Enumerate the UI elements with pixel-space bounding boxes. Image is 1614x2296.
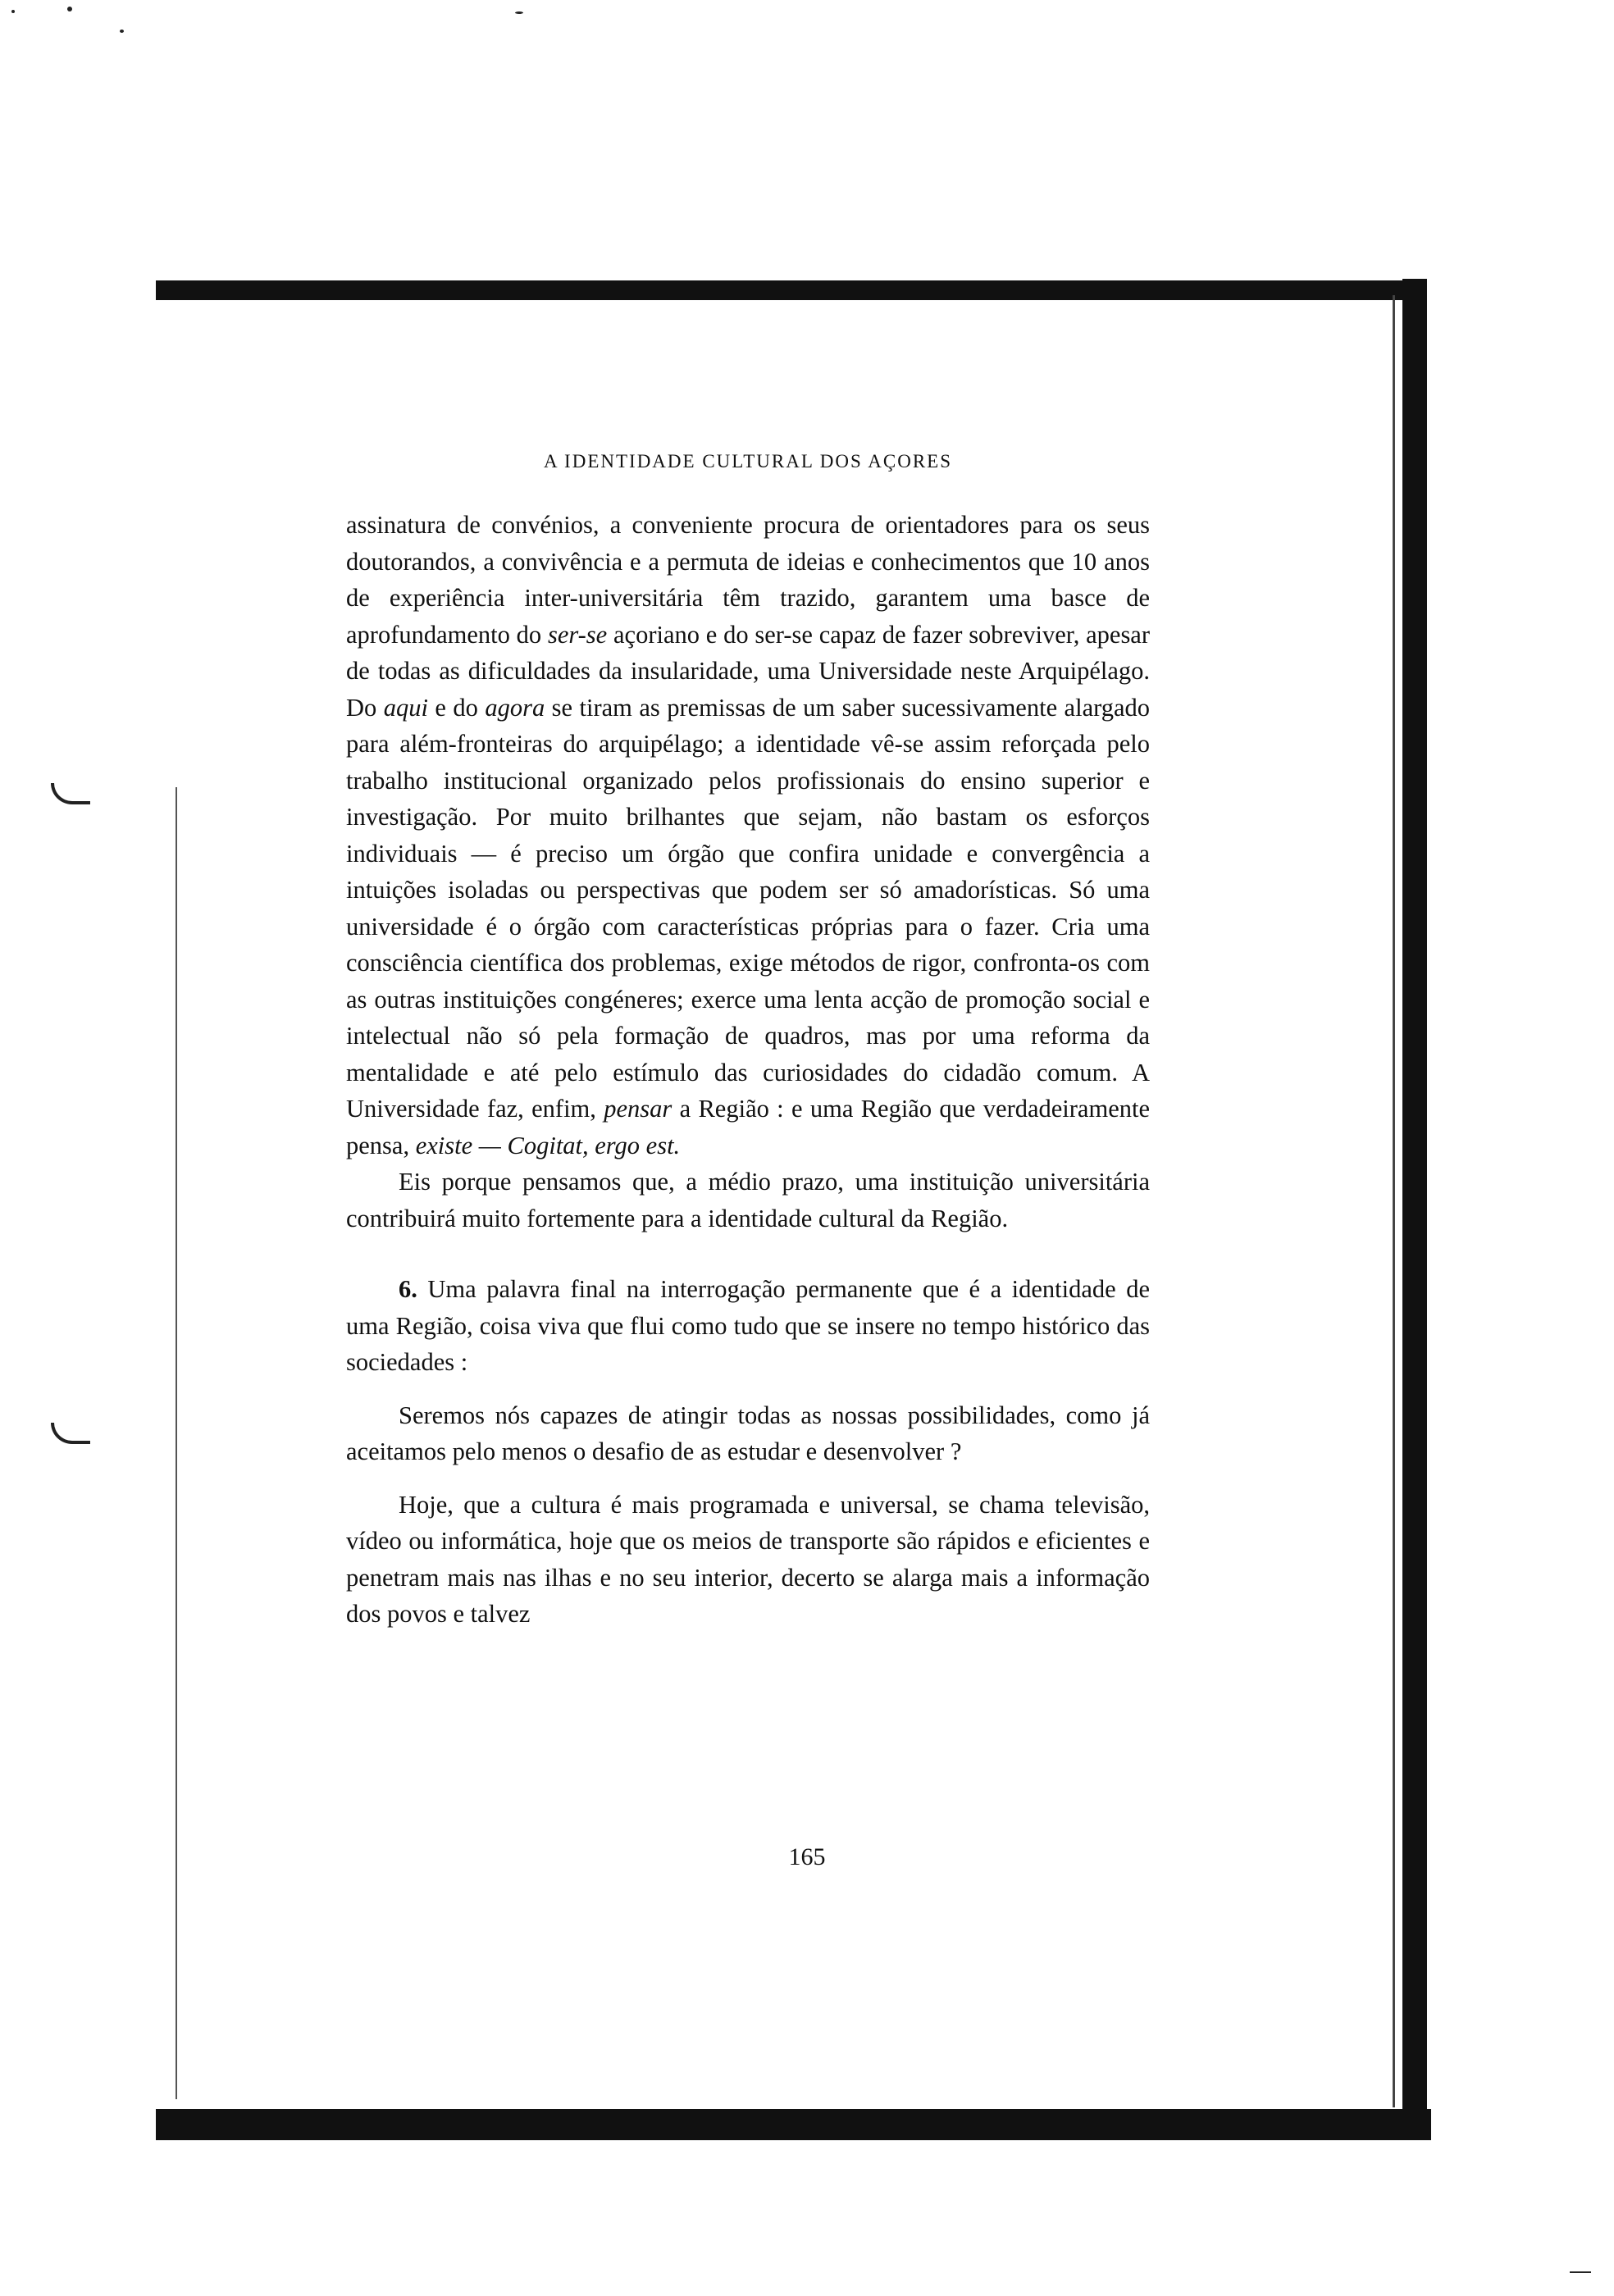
scan-speck [67,7,72,11]
text-run: a Região : e uma Região que verdadeiramente pensa, [346,1095,1150,1159]
italic-term: ser-se [547,620,608,649]
scan-speck [11,10,15,13]
paragraph [346,507,1150,1164]
section-number: 6. [399,1275,417,1303]
margin-mark [51,783,90,804]
book-page [346,451,1150,1633]
scan-speck [1570,2271,1591,2273]
paragraph: Eis porque pensamos que, a médio prazo, uma instituição universitária contribuirá muito fortemente para a identidade cultural da Região. [346,1168,1150,1232]
paragraph: Hoje, que a cultura é mais programada e universal, se chama televisão, vídeo ou informática, hoje que os meios de transporte são rápidos e eficientes e penetram mais nas ilhas e no seu interior, decerto se alarga mais a informação dos povos e talvez [346,1490,1150,1628]
text-run: e do [427,693,486,722]
italic-term: aqui [383,693,428,722]
italic-term: agora [485,693,545,722]
scan-edge-line [1393,295,1395,2107]
text-run: açoriano e do ser-se capaz de fazer sobreviver, apesar de todas as dificuldades da insularidade, uma Universidade neste Arquipélago. Do [346,620,1151,722]
scan-speck [515,11,523,14]
text-run: se tiram as premissas de um saber sucessivamente alargado para além-fronteiras do arquipélago; a identidade vê-se assim reforçada pelo trabalho institucional organizado pelos profissionais do ensino superior e investigação. Por muito brilhantes que sejam, não bastam os esforços individuais — é preciso um órgão que confira unidade e convergência a intuições isoladas ou perspectivas que podem ser só amadorísticas. Só uma universidade é o órgão com características próprias para o fazer. Cria uma consciência científica dos problemas, exige métodos de rigor, confronta-os com as outras instituições congéneres; exerce uma lenta acção de promoção social e intelectual não só pela formação de quadros, mas por uma reforma da mentalidade e até pelo estímulo das curiosidades do cidadão comum. A Universidade faz, enfim, [346,693,1150,1123]
text-run: Uma palavra final na interrogação permanente que é a identidade de uma Região, coisa viva que flui como tudo que se insere no tempo histórico das sociedades : [346,1275,1150,1376]
margin-rule [176,787,177,2099]
paragraph: Seremos nós capazes de atingir todas as nossas possibilidades, como já aceitamos pelo menos o desafio de as estudar e desenvolver ? [346,1401,1150,1465]
italic-term: pensar [604,1095,672,1123]
body-text [346,507,1150,1633]
scan-speck [120,30,124,33]
text-run: assinatura de convénios, a conveniente procura de orientadores para os seus doutorandos, a convivência e a permuta de ideias e conhecimentos que 10 anos de experiência inter-universitária têm trazido, garantem uma basce de aprofundamento do [346,511,1150,649]
margin-mark [51,1423,90,1444]
scan-border-bottom [156,2109,1431,2140]
scan-border-top [156,280,1411,300]
section-paragraph [346,1271,1150,1381]
page-number: 165 [788,1843,826,1870]
italic-quote: existe — Cogitat, ergo est. [415,1131,681,1159]
running-head: A IDENTIDADE CULTURAL DOS AÇORES [543,451,953,472]
